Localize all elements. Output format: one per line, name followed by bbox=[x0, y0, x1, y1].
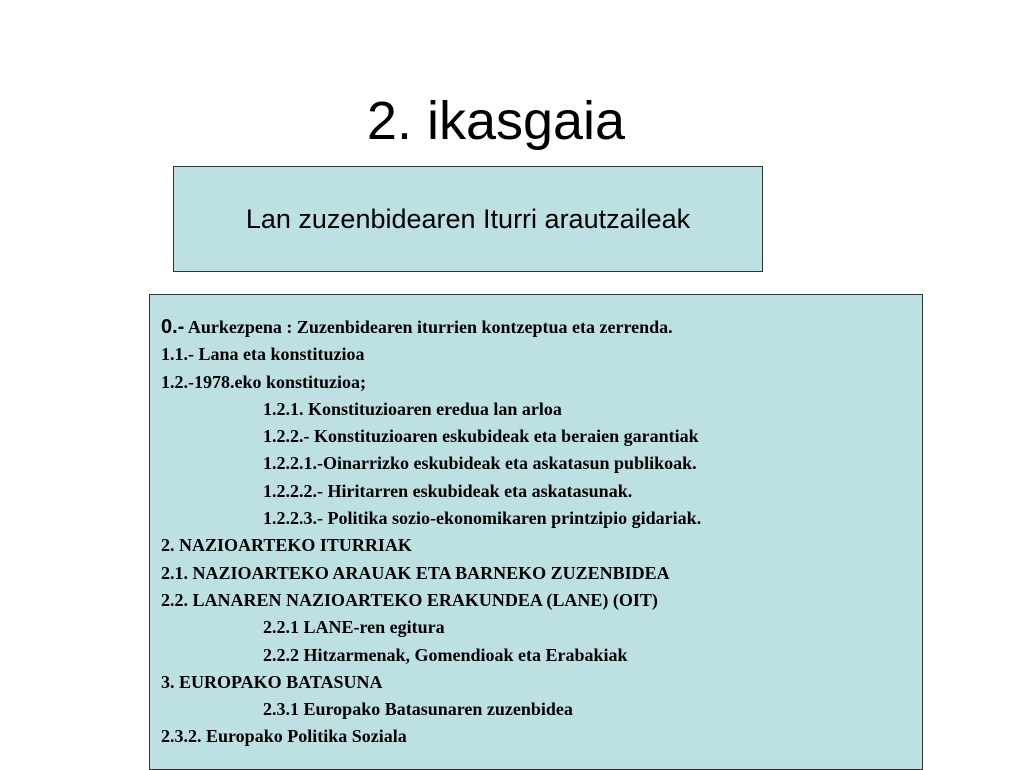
content-line: 2.2. LANAREN NAZIOARTEKO ERAKUNDEA (LANE) (OIT) bbox=[161, 589, 658, 610]
content-line: 3. EUROPAKO BATASUNA bbox=[161, 671, 383, 692]
content-line-intro bbox=[161, 314, 922, 341]
subtitle-text: Lan zuzenbidearen Iturri arautzaileak bbox=[245, 203, 691, 234]
content-line: 1.2.2.2.- Hiritarren eskubideak eta askatasunak. bbox=[263, 480, 633, 501]
intro-text: Aurkezpena : Zuzenbidearen iturrien kontzeptua eta zerrenda. bbox=[184, 317, 673, 337]
intro-prefix: 0.- bbox=[161, 316, 185, 338]
content-line: 2.3.1 Europako Batasunaren zuzenbidea bbox=[263, 699, 573, 720]
content-line: 1.2.2.3.- Politika sozio-ekonomikaren printzipio gidariak. bbox=[263, 508, 702, 529]
content-line: 2. NAZIOARTEKO ITURRIAK bbox=[161, 535, 412, 556]
content-box bbox=[149, 294, 923, 770]
content-line: 2.2.2 Hitzarmenak, Gomendioak eta Erabakiak bbox=[263, 644, 628, 665]
content-line: 1.2.2.- Konstituzioaren eskubideak eta beraien garantiak bbox=[263, 426, 699, 447]
content-line: 2.2.1 LANE-ren egitura bbox=[263, 617, 445, 638]
subtitle-box bbox=[173, 166, 763, 272]
slide-title: 2. ikasgaia bbox=[366, 91, 626, 151]
content-line: 2.1. NAZIOARTEKO ARAUAK ETA BARNEKO ZUZENBIDEA bbox=[161, 562, 670, 583]
content-line: 2.3.2. Europako Politika Soziala bbox=[161, 726, 407, 747]
content-line: 1.1.- Lana eta konstituzioa bbox=[161, 344, 365, 365]
content-line: 1.2.-1978.eko konstituzioa; bbox=[161, 371, 367, 392]
content-lines bbox=[161, 341, 922, 750]
content-line: 1.2.1. Konstituzioaren eredua lan arloa bbox=[263, 398, 562, 419]
content-line: 1.2.2.1.-Oinarrizko eskubideak eta askatasun publikoak. bbox=[263, 453, 697, 474]
